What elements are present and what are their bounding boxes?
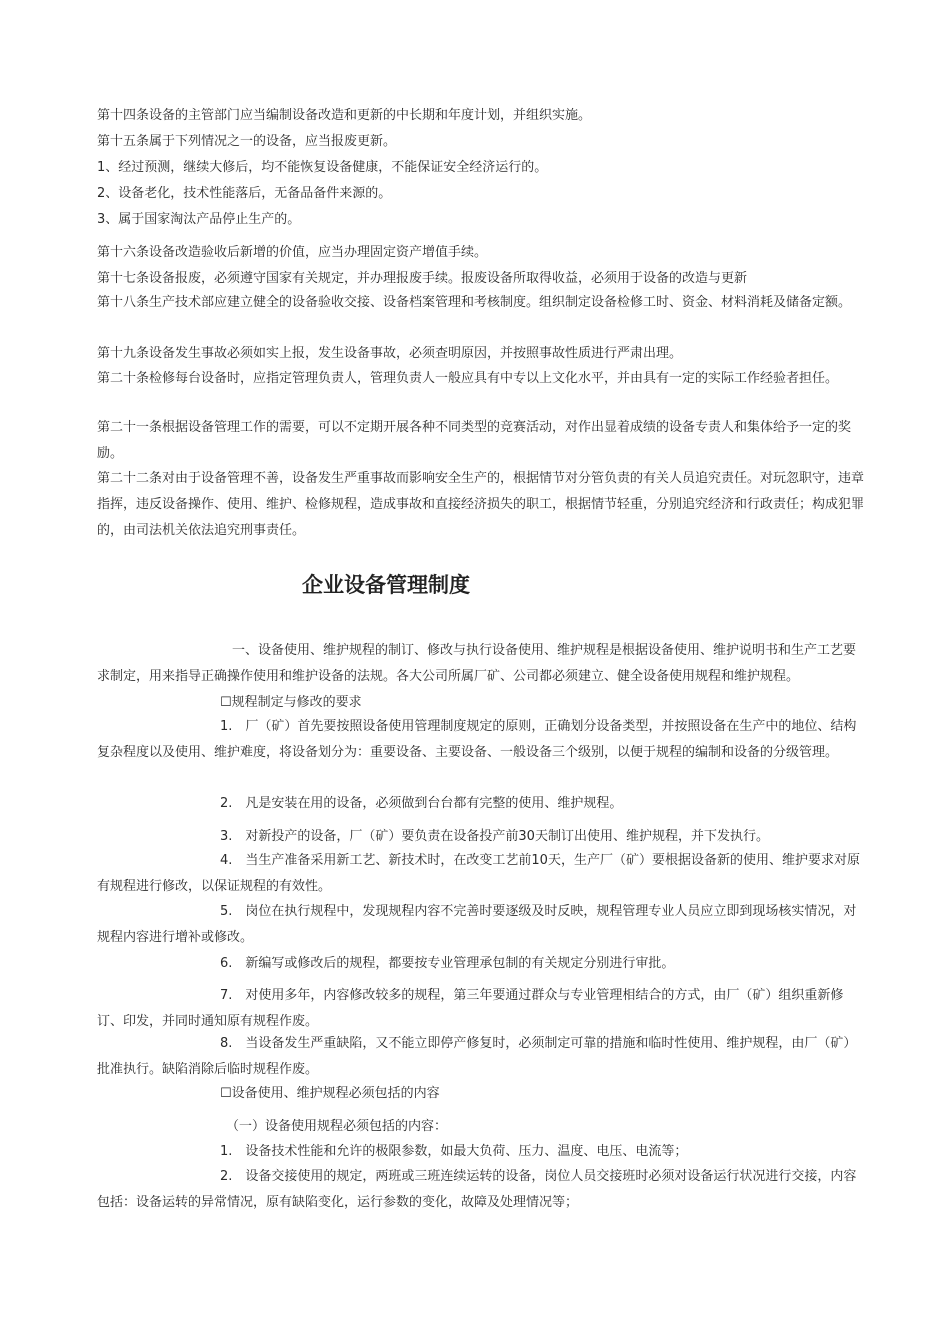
heading-rules-requirements: ☐规程制定与修改的要求 [220, 695, 362, 710]
intro-paragraph: 一、设备使用、维护规程的制订、修改与执行设备使用、维护规程是根据设备使用、维护说明书和生产工艺要求制定，用来指导正确操作使用和维护设备的法规。各大公司所属厂矿、公司都必须建立、健全设备使用规程和维护规程。 [97, 643, 857, 684]
article-15-item-2: 2、设备老化，技术性能落后，无备品备件来源的。 [97, 186, 392, 201]
rule-3: 3. 对新投产的设备，厂（矿）要负责在设备投产前30天制订出使用、维护规程，并下发执行。 [220, 829, 769, 844]
article-19: 第十九条设备发生事故必须如实上报，发生设备事故，必须查明原因，并按照事故性质进行严肃出理。 [97, 346, 683, 361]
article-17: 第十七条设备报废，必须遵守国家有关规定，并办理报废手续。报废设备所取得收益，必须用于设备的改造与更新 [97, 271, 748, 286]
rule-6: 6. 新编写或修改后的规程，都要按专业管理承包制的有关规定分别进行审批。 [220, 956, 675, 971]
usage-rule-2: 2. 设备交接使用的规定，两班或三班连续运转的设备，岗位人员交接班时必须对设备运行状况进行交接，内容包括：设备运转的异常情况，原有缺陷变化，运行参数的变化，故障及处理情况等； [97, 1169, 857, 1210]
article-16: 第十六条设备改造验收后新增的价值，应当办理固定资产增值手续。 [97, 245, 488, 260]
rule-2: 2. 凡是安装在用的设备，必须做到台台都有完整的使用、维护规程。 [220, 796, 623, 811]
article-18: 第十八条生产技术部应建立健全的设备验收交接、设备档案管理和考核制度。组织制定设备检修工时、资金、材料消耗及储备定额。 [97, 295, 852, 310]
heading-required-contents: ☐设备使用、维护规程必须包括的内容 [220, 1086, 440, 1101]
page-title: 企业设备管理制度 [302, 573, 470, 597]
rule-4: 4. 当生产准备采用新工艺、新技术时，在改变工艺前10天，生产厂（矿）要根据设备新的使用、维护要求对原有规程进行修改，以保证规程的有效性。 [97, 853, 860, 894]
rule-7: 7. 对使用多年，内容修改较多的规程，第三年要通过群众与专业管理相结合的方式，由厂（矿）组织重新修订、印发，并同时通知原有规程作废。 [97, 988, 844, 1029]
article-21: 第二十一条根据设备管理工作的需要，可以不定期开展各种不同类型的竞赛活动，对作出显着成绩的设备专责人和集体给予一定的奖励。 [97, 420, 852, 461]
article-15-item-3: 3、属于国家淘汰产品停止生产的。 [97, 212, 301, 227]
sub-heading-usage-rules: （一）设备使用规程必须包括的内容： [226, 1119, 448, 1134]
usage-rule-1: 1. 设备技术性能和允许的极限参数，如最大负荷、压力、温度、电压、电流等； [220, 1144, 688, 1159]
article-14: 第十四条设备的主管部门应当编制设备改造和更新的中长期和年度计划，并组织实施。 [97, 108, 592, 123]
rule-1: 1. 厂（矿）首先要按照设备使用管理制度规定的原则，正确划分设备类型，并按照设备在生产中的地位、结构复杂程度以及使用、维护难度，将设备划分为：重要设备、主要设备、一般设备三个级别，以便于规程的编制和设备的分级管理。 [97, 719, 857, 760]
article-15: 第十五条属于下列情况之一的设备，应当报废更新。 [97, 134, 397, 149]
rule-8: 8. 当设备发生严重缺陷，又不能立即停产修复时，必须制定可靠的措施和临时性使用、维护规程，由厂（矿）批准执行。缺陷消除后临时规程作废。 [97, 1036, 857, 1077]
article-20: 第二十条检修每台设备时，应指定管理负责人，管理负责人一般应具有中专以上文化水平，并由具有一定的实际工作经验者担任。 [97, 371, 839, 386]
article-15-item-1: 1、经过预测，继续大修后，均不能恢复设备健康，不能保证安全经济运行的。 [97, 160, 548, 175]
article-22: 第二十二条对由于设备管理不善，设备发生严重事故而影响安全生产的，根据情节对分管负责的有关人员追究责任。对玩忽职守，违章指挥，违反设备操作、使用、维护、检修规程，造成事故和直接经济损失的职工，根据情节轻重，分别追究经济和行政责任；构成犯罪的，由司法机关依法追究刑事责任。 [97, 471, 865, 538]
rule-5: 5. 岗位在执行规程中，发现规程内容不完善时要逐级及时反映，规程管理专业人员应立即到现场核实情况，对规程内容进行增补或修改。 [97, 904, 857, 945]
